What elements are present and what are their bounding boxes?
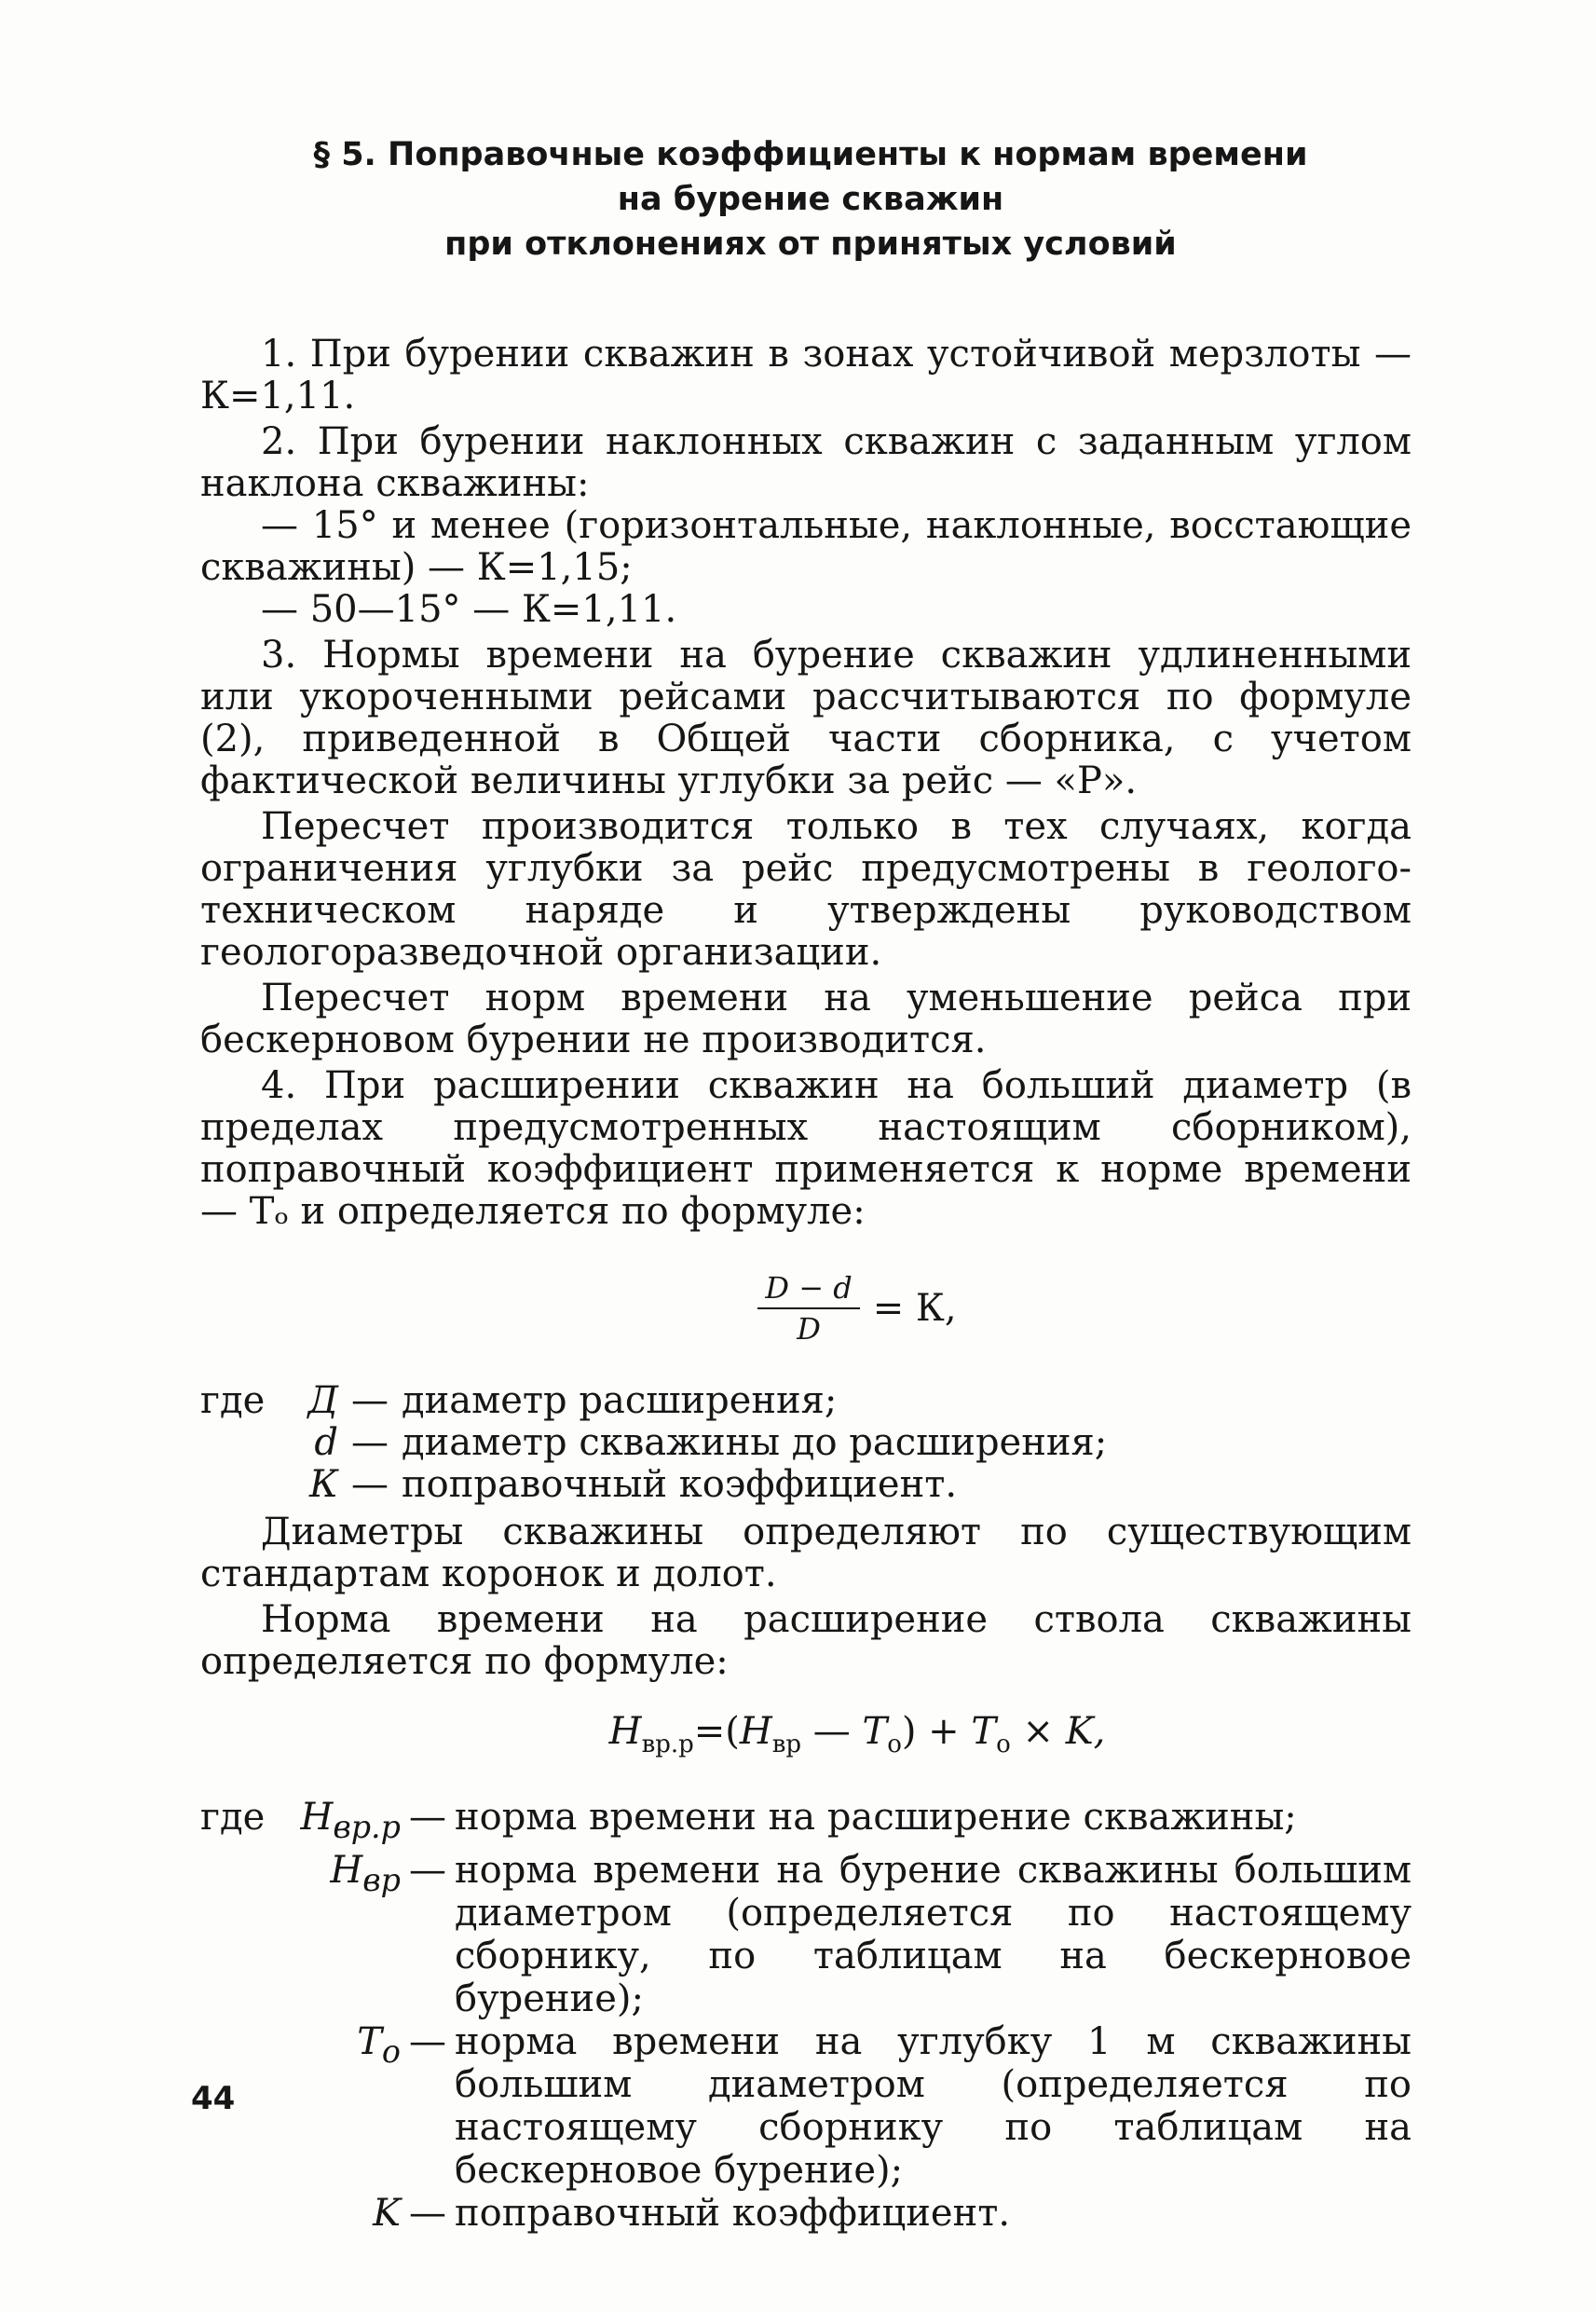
formula-sub-vrp: вр.р bbox=[641, 1731, 694, 1758]
definition-symbol: $T_о$ bbox=[357, 2020, 401, 2070]
item-2-case-b: — 50—15° — К=1,11. bbox=[261, 588, 677, 631]
formula-2-definitions bbox=[200, 1796, 1412, 2245]
definition-row bbox=[200, 1380, 1412, 1422]
definition-row bbox=[200, 1849, 1412, 2020]
definition-text: норма времени на бурение скважины большим диаметром (определяется по настоящему сборнику, по таблицам на бескерновое бурение); bbox=[455, 1849, 1412, 2020]
definition-lead: где bbox=[200, 1379, 266, 1422]
reaming-norm-formula bbox=[303, 1711, 1412, 1766]
formula-sub-o: о bbox=[887, 1731, 902, 1758]
definition-symbol: $H_{вр.р}$ bbox=[300, 1796, 401, 1845]
definition-lead bbox=[200, 1464, 284, 1506]
definition-text: диаметр расширения; bbox=[402, 1379, 838, 1422]
definition-row bbox=[200, 2192, 1412, 2245]
definition-dash: — bbox=[351, 1463, 389, 1506]
definition-text: поправочный коэффициент. bbox=[455, 2192, 1011, 2235]
definition-dash: — bbox=[409, 2020, 446, 2063]
formula-numerator: D − d bbox=[757, 1270, 859, 1309]
definition-symbol: К bbox=[309, 1463, 338, 1506]
item-3-no-recalc-paragraph: Пересчет норм времени на уменьшение рейса при бескерновом бурении не производится. bbox=[200, 977, 1412, 1061]
formula-symbol-h: H bbox=[739, 1710, 772, 1753]
definition-symbol: $H_{вр}$ bbox=[330, 1849, 401, 1898]
definition-lead bbox=[200, 1849, 284, 2020]
reaming-norm-paragraph: Норма времени на расширение ствола скважины определяется по формуле: bbox=[200, 1598, 1412, 1683]
formula-times: × bbox=[1010, 1710, 1066, 1753]
formula-rhs: = К, bbox=[872, 1286, 957, 1330]
item-4-paragraph: 4. При расширении скважин на больший диаметр (в пределах предусмотренных настоящим сборником), поправочный коэффициент применяется к норме времени — Tₒ и определяется по формуле: bbox=[200, 1064, 1412, 1233]
coefficient-formula bbox=[303, 1270, 1412, 1347]
formula-minus: — bbox=[801, 1710, 863, 1753]
section-heading bbox=[205, 132, 1416, 267]
formula-equals: =( bbox=[693, 1710, 740, 1753]
definition-text: норма времени на расширение скважины; bbox=[455, 1796, 1297, 1839]
definition-lead bbox=[200, 1422, 284, 1464]
formula-symbol-t: T bbox=[971, 1710, 997, 1753]
formula-denominator: D bbox=[797, 1311, 821, 1347]
item-1-paragraph: 1. При бурении скважин в зонах устойчивой мерзлоты — К=1,11. bbox=[200, 333, 1412, 417]
definition-symbol: Д bbox=[307, 1379, 338, 1422]
formula-sub-vr: вр bbox=[771, 1731, 802, 1758]
page-number: 44 bbox=[191, 2080, 236, 2117]
definition-dash: — bbox=[409, 2192, 446, 2235]
definition-text: диаметр скважины до расширения; bbox=[402, 1421, 1108, 1464]
item-3-paragraph: 3. Нормы времени на бурение скважин удлиненными или укороченными рейсами рассчитываются по формуле (2), приведенной в Общей части сборника, с учетом фактической величины углубки за рейс — «Р». bbox=[200, 634, 1412, 802]
formula-1-definitions bbox=[200, 1380, 1412, 1506]
formula-sub-o: о bbox=[996, 1731, 1011, 1758]
definition-lead: где bbox=[200, 1796, 266, 1839]
item-3-recalc-paragraph: Пересчет производится только в тех случаях, когда ограничения углубки за рейс предусмотрены в геолого-техническом наряде и утверждены руководством геологоразведочной организации. bbox=[200, 805, 1412, 974]
definition-dash: — bbox=[351, 1421, 389, 1464]
definition-text: поправочный коэффициент. bbox=[402, 1463, 958, 1506]
diameters-paragraph: Диаметры скважины определяют по существующим стандартам коронок и долот. bbox=[200, 1511, 1412, 1595]
heading-line-1: § 5. Поправочные коэффициенты к нормам времени bbox=[313, 136, 1308, 173]
definition-dash: — bbox=[409, 1796, 446, 1839]
section-body bbox=[200, 334, 1412, 2245]
definition-row bbox=[200, 1796, 1412, 1849]
heading-line-3: при отклонениях от принятых условий bbox=[444, 226, 1177, 263]
definition-dash: — bbox=[351, 1379, 389, 1422]
formula-symbol-h: H bbox=[608, 1710, 642, 1753]
definition-row bbox=[200, 2020, 1412, 2192]
heading-line-2: на бурение скважин bbox=[617, 181, 1004, 218]
definition-lead bbox=[200, 2192, 284, 2245]
definition-symbol: d bbox=[314, 1421, 338, 1464]
definition-row bbox=[200, 1464, 1412, 1506]
definition-text: норма времени на углубку 1 м скважины большим диаметром (определяется по настоящему сборнику по таблицам на бескерновое бурение); bbox=[455, 2020, 1412, 2192]
definition-row bbox=[200, 1422, 1412, 1464]
formula-fraction bbox=[757, 1270, 859, 1347]
item-2-paragraph: 2. При бурении наклонных скважин с заданным углом наклона скважины: bbox=[200, 420, 1412, 505]
definition-symbol: K bbox=[373, 2192, 401, 2235]
formula-symbol-k: K, bbox=[1065, 1710, 1106, 1753]
formula-symbol-t: T bbox=[862, 1710, 888, 1753]
formula-plus: ) + bbox=[901, 1710, 972, 1753]
item-2-case-a: — 15° и менее (горизонтальные, наклонные, восстающие скважины) — К=1,15; bbox=[200, 504, 1412, 589]
definition-dash: — bbox=[409, 1849, 446, 1892]
